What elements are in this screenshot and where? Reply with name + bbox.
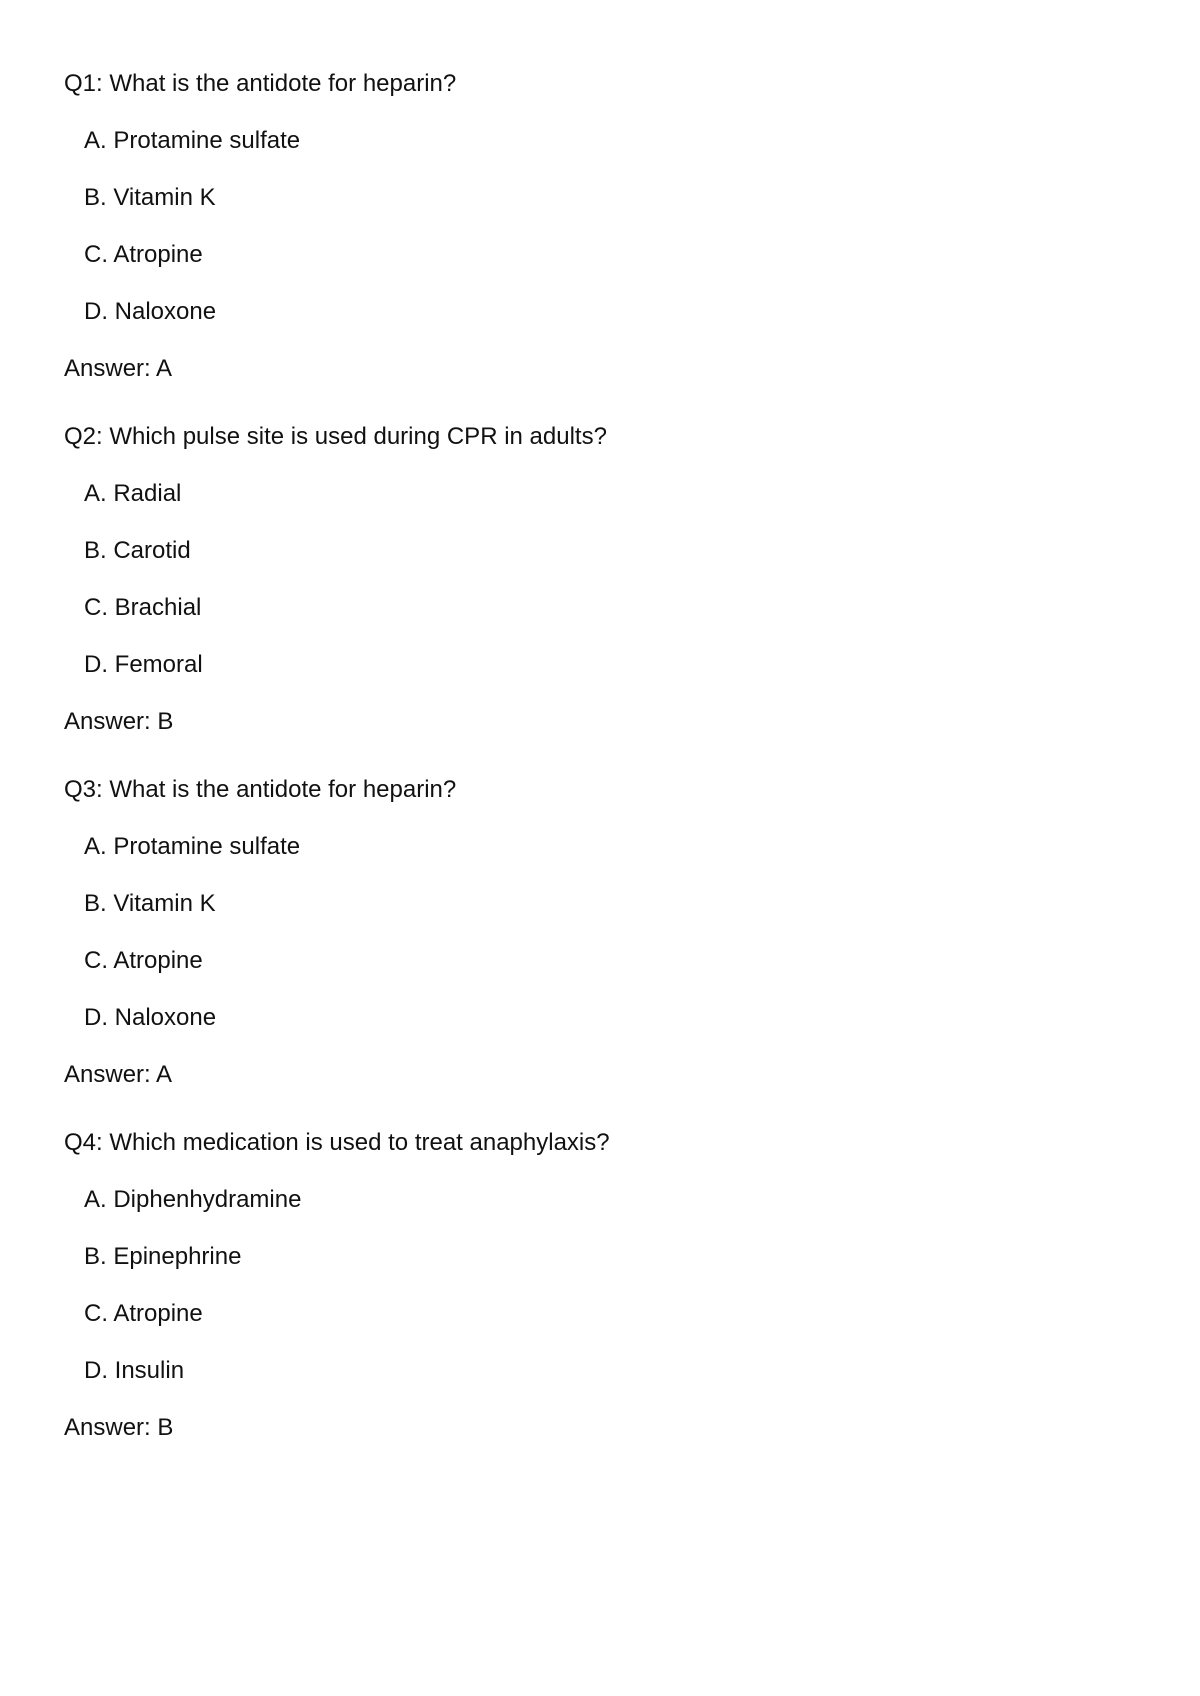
question-text: Q3: What is the antidote for heparin? <box>64 776 457 803</box>
option-c: C. Brachial <box>84 594 202 621</box>
option-a: A. Protamine sulfate <box>84 127 301 154</box>
question-text: Q1: What is the antidote for heparin? <box>64 70 457 97</box>
option-a: A. Protamine sulfate <box>84 833 301 860</box>
option-b: B. Epinephrine <box>84 1243 242 1270</box>
option-d: D. Insulin <box>84 1357 185 1384</box>
option-d: D. Femoral <box>84 651 203 678</box>
answer-text: Answer: B <box>64 1414 174 1441</box>
option-d: D. Naloxone <box>84 298 217 325</box>
option-a: A. Diphenhydramine <box>84 1186 302 1213</box>
option-d: D. Naloxone <box>84 1004 217 1031</box>
question-1 <box>64 70 1200 383</box>
option-b: B. Vitamin K <box>84 184 216 211</box>
answer-text: Answer: A <box>64 355 173 382</box>
option-b: B. Carotid <box>84 537 191 564</box>
question-3 <box>64 776 1200 1089</box>
question-2 <box>64 423 1200 736</box>
option-c: C. Atropine <box>84 947 203 974</box>
option-c: C. Atropine <box>84 1300 203 1327</box>
option-c: C. Atropine <box>84 241 203 268</box>
question-text: Q2: Which pulse site is used during CPR in adults? <box>64 423 607 450</box>
question-text: Q4: Which medication is used to treat anaphylaxis? <box>64 1129 610 1156</box>
question-4 <box>64 1129 1200 1442</box>
option-a: A. Radial <box>84 480 182 507</box>
answer-text: Answer: B <box>64 708 174 735</box>
option-b: B. Vitamin K <box>84 890 216 917</box>
answer-text: Answer: A <box>64 1061 173 1088</box>
